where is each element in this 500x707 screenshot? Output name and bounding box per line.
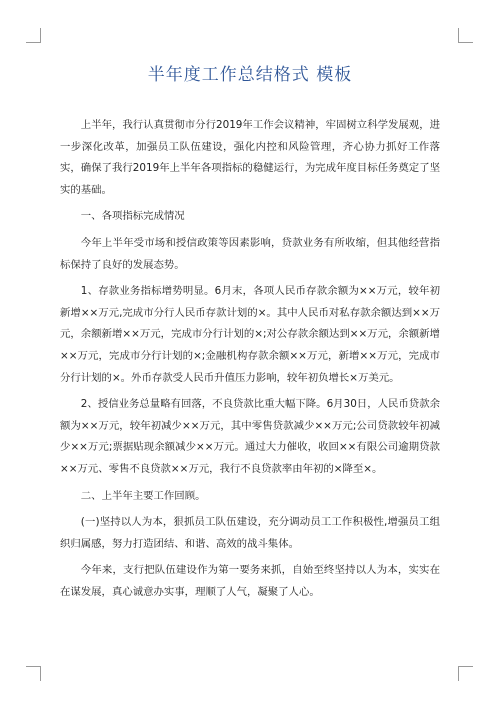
- credit-paragraph: 2、授信业务总量略有回落，不良贷款比重大幅下降。6月30日，人民币贷款余额为××万元，较年初减少××万元，其中零售贷款减少××万元;公司贷款较年初减少××万元;票据贴现余额减少××万元。通过大力催收，收回××有限公司逾期贷款××万元、零售不良贷款××万元，我行不良贷款率由年初的×降至×。: [60, 398, 440, 475]
- team-building-paragraph: 今年来，支行把队伍建设作为第一要务来抓，自始至终坚持以人为本，实实在在谋发展，真心诚意办实事，理顺了人气，凝聚了人心。: [60, 564, 440, 598]
- intro-paragraph: 上半年，我行认真贯彻市分行2019年工作会议精神，牢固树立科学发展观，进一步深化改革，加强员工队伍建设，强化内控和风险管理，齐心协力抓好工作落实，确保了我行2019年上半年各项指标的稳健运行，为完成年度目标任务奠定了坚实的基础。: [60, 119, 440, 196]
- document-body: [60, 115, 440, 608]
- indicators-summary-paragraph: 今年上半年受市场和授信政策等因素影响，贷款业务有所收缩，但其他经营指标保持了良好的发展态势。: [60, 236, 440, 271]
- staff-building-paragraph: (一)坚持以人为本，狠抓员工队伍建设，充分调动员工工作积极性,增强员工组织归属感，努力打造团结、和谐、高效的战斗集体。: [60, 516, 440, 550]
- document-title: 半年度工作总结格式 模板: [147, 65, 353, 85]
- crop-mark-bottom-right: [458, 666, 473, 681]
- crop-mark-top-left: [26, 28, 41, 43]
- section-heading-indicators: 一、各项指标完成情况: [80, 210, 185, 223]
- crop-mark-bottom-left: [26, 666, 41, 681]
- crop-mark-top-right: [458, 28, 473, 43]
- section-heading-review: 二、上半年主要工作回顾。: [80, 489, 206, 502]
- deposit-paragraph: 1、存款业务指标增势明显。6月末，各项人民币存款余额为××万元，较年初新增××万元,完成市分行人民币存款计划的×。其中人民币对私存款余额达到××万元，余额新增××万元，完成市分行计划的×;对公存款余额达到××万元，余额新增××万元，完成市分行计划的×;金融机构存款余额××万元，新增××万元，完成市分行计划的×。外币存款受人民币升值压力影响，较年初负增长×万美元。: [60, 285, 440, 384]
